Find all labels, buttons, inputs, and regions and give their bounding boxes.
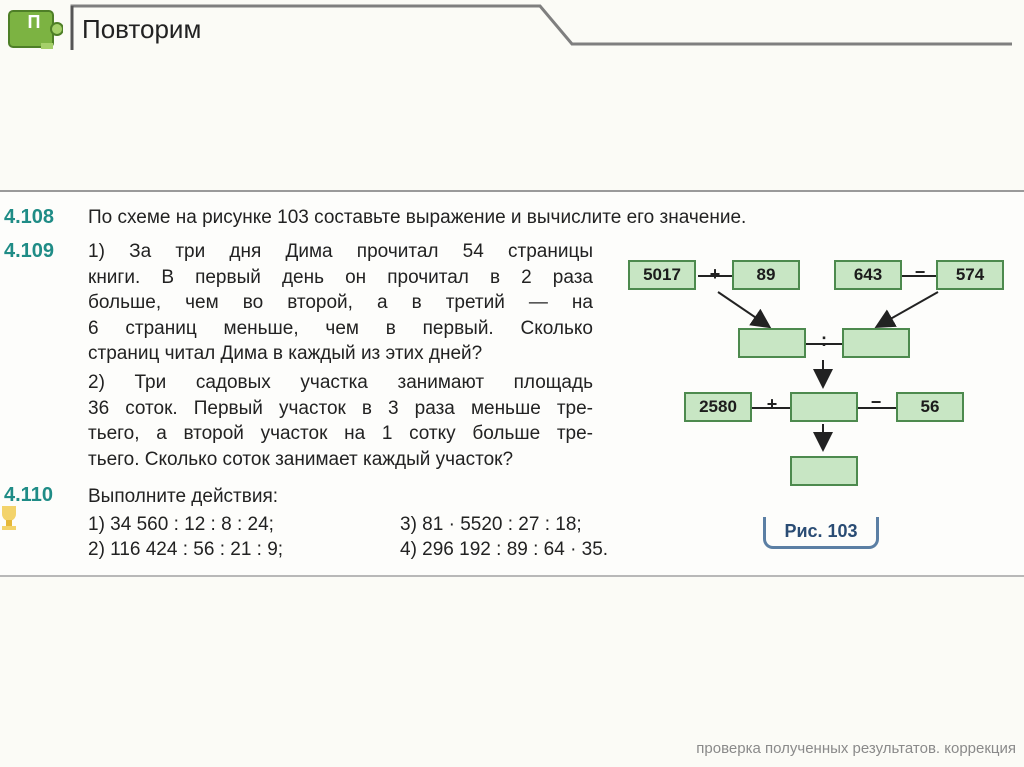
text-line: 1) За три дня Дима прочитал 54 страницы [88, 241, 593, 262]
exercise-4-110-item-3: 3) 81 · 5520 : 27 : 18; [400, 514, 582, 535]
diagram-box-56: 56 [896, 392, 964, 422]
trophy-icon [0, 502, 22, 532]
exercise-4-109-part-2 [88, 370, 593, 472]
plus-operator: + [709, 264, 721, 284]
diagram-box-89: 89 [732, 260, 800, 290]
text-line: 36 соток. Первый участок в 3 раза меньше тре- [88, 397, 593, 419]
text-line: больше, чем во второй, а в третий — на [88, 292, 593, 313]
text-line: страниц читал Дима в каждый из этих дней? [88, 343, 483, 364]
slide-header [0, 0, 1024, 60]
diagram-box-empty [790, 392, 858, 422]
diagram-box-empty [738, 328, 806, 358]
exercise-number-4-110: 4.110 [4, 484, 53, 506]
diagram-box-5017: 5017 [628, 260, 696, 290]
exercise-4-110-intro: Выполните действия: [88, 486, 279, 507]
text-line: тьего. Сколько соток занимает каждый участок? [88, 448, 514, 470]
textbook-excerpt [0, 190, 1024, 577]
minus-operator: − [914, 262, 926, 282]
diagram-box-643: 643 [834, 260, 902, 290]
text-line: 2) Три садовых участка занимают площадь [88, 372, 593, 393]
minus-operator: − [870, 392, 882, 412]
exercise-4-108-text: По схеме на рисунке 103 составьте выражение и вычислите его значение. [88, 207, 747, 228]
slide-title: Повторим [82, 14, 202, 44]
divide-operator: : [821, 330, 827, 350]
diagram-box-574: 574 [936, 260, 1004, 290]
diagram-box-2580: 2580 [684, 392, 752, 422]
exercise-4-109-part-1 [88, 239, 593, 367]
text-line: 6 страниц меньше, чем в первый. Сколько [88, 317, 593, 339]
exercise-4-110-item-2: 2) 116 424 : 56 : 21 : 9; [88, 539, 284, 560]
diagram-box-empty [842, 328, 910, 358]
exercise-number-4-109: 4.109 [4, 240, 55, 262]
scheme-diagram [620, 240, 1020, 490]
figure-caption: Рис. 103 [763, 517, 879, 549]
diagram-box-result [790, 456, 858, 486]
exercise-number-4-108: 4.108 [4, 206, 55, 228]
text-line: тьего, а второй участок на 1 сотку больше тре- [88, 423, 593, 444]
logo-letter: П [27, 12, 41, 32]
text-line: книги. В первый день он прочитал в 2 раза [88, 266, 593, 288]
plus-operator: + [766, 394, 778, 414]
exercise-4-110-item-4: 4) 296 192 : 89 : 64 · 35. [400, 539, 609, 560]
footer-note: проверка полученных результатов. коррекция [696, 740, 1016, 757]
exercise-4-110-item-1: 1) 34 560 : 12 : 8 : 24; [88, 514, 274, 535]
